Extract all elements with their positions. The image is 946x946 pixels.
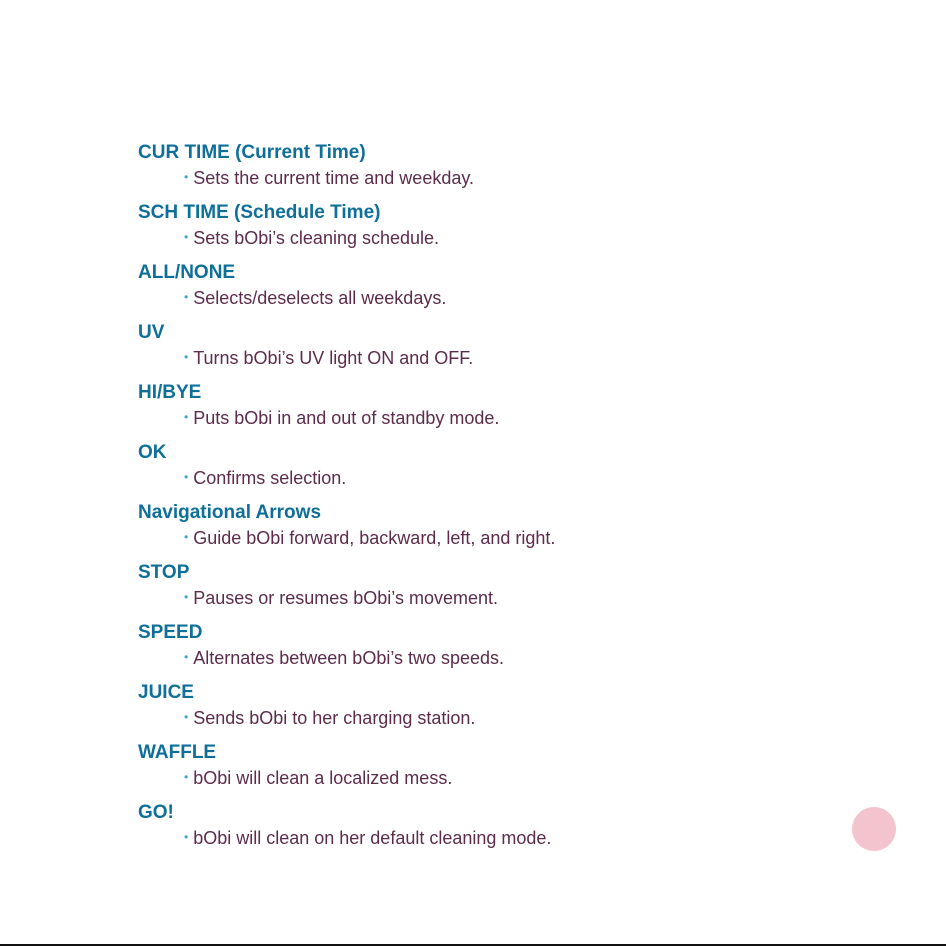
entry-juice xyxy=(138,682,838,731)
entry-description xyxy=(184,527,838,551)
entry-speed xyxy=(138,622,838,671)
entry-term: ALL/NONE xyxy=(138,262,236,283)
entry-description xyxy=(184,287,838,311)
entry-description xyxy=(184,347,838,371)
entry-description-text: bObi will clean a localized mess. xyxy=(193,768,453,788)
bullet-icon: • xyxy=(184,770,189,784)
entry-description-text: Selects/deselects all weekdays. xyxy=(193,288,447,308)
entry-stop xyxy=(138,562,838,611)
entry-description-text: Pauses or resumes bObi’s movement. xyxy=(193,588,498,608)
bullet-icon: • xyxy=(184,710,189,724)
entry-description xyxy=(184,167,838,191)
entry-description-text: bObi will clean on her default cleaning mode. xyxy=(193,828,552,848)
entry-term: HI/BYE xyxy=(138,382,202,403)
entry-term: STOP xyxy=(138,562,190,583)
entry-description-text: Sets bObi’s cleaning schedule. xyxy=(193,228,440,248)
entry-uv xyxy=(138,322,838,371)
entry-description xyxy=(184,647,838,671)
entry-description xyxy=(184,227,838,251)
entry-term: SCH TIME (Schedule Time) xyxy=(138,202,381,223)
bullet-icon: • xyxy=(184,590,189,604)
entry-description xyxy=(184,827,838,851)
entry-description-text: Confirms selection. xyxy=(193,468,347,488)
entry-cur-time xyxy=(138,142,838,191)
bullet-icon: • xyxy=(184,350,189,364)
entry-description-text: Turns bObi’s UV light ON and OFF. xyxy=(193,348,474,368)
entry-term: SPEED xyxy=(138,622,203,643)
entry-description xyxy=(184,767,838,791)
entry-go xyxy=(138,802,838,851)
entry-description xyxy=(184,587,838,611)
page-number-badge xyxy=(852,807,896,851)
bullet-icon: • xyxy=(184,650,189,664)
entry-ok xyxy=(138,442,838,491)
entry-term: WAFFLE xyxy=(138,742,217,763)
bullet-icon: • xyxy=(184,470,189,484)
bullet-icon: • xyxy=(184,530,189,544)
entry-term: JUICE xyxy=(138,682,194,703)
entry-description-text: Sends bObi to her charging station. xyxy=(193,708,476,728)
entry-term: OK xyxy=(138,442,167,463)
entry-description-text: Guide bObi forward, backward, left, and right. xyxy=(193,528,556,548)
bullet-icon: • xyxy=(184,230,189,244)
bullet-icon: • xyxy=(184,410,189,424)
entry-hi-bye xyxy=(138,382,838,431)
entry-navigational-arrows xyxy=(138,502,838,551)
entry-sch-time xyxy=(138,202,838,251)
bullet-icon: • xyxy=(184,290,189,304)
bullet-icon: • xyxy=(184,830,189,844)
entry-description xyxy=(184,707,838,731)
entry-term: Navigational Arrows xyxy=(138,502,322,523)
entry-all-none xyxy=(138,262,838,311)
entry-term: GO! xyxy=(138,802,174,823)
bullet-icon: • xyxy=(184,170,189,184)
entry-description-text: Sets the current time and weekday. xyxy=(193,168,475,188)
entry-description-text: Puts bObi in and out of standby mode. xyxy=(193,408,500,428)
entry-waffle xyxy=(138,742,838,791)
entry-description xyxy=(184,407,838,431)
entry-description xyxy=(184,467,838,491)
entry-term: UV xyxy=(138,322,165,343)
entry-description-text: Alternates between bObi’s two speeds. xyxy=(193,648,505,668)
entry-term: CUR TIME (Current Time) xyxy=(138,142,366,163)
